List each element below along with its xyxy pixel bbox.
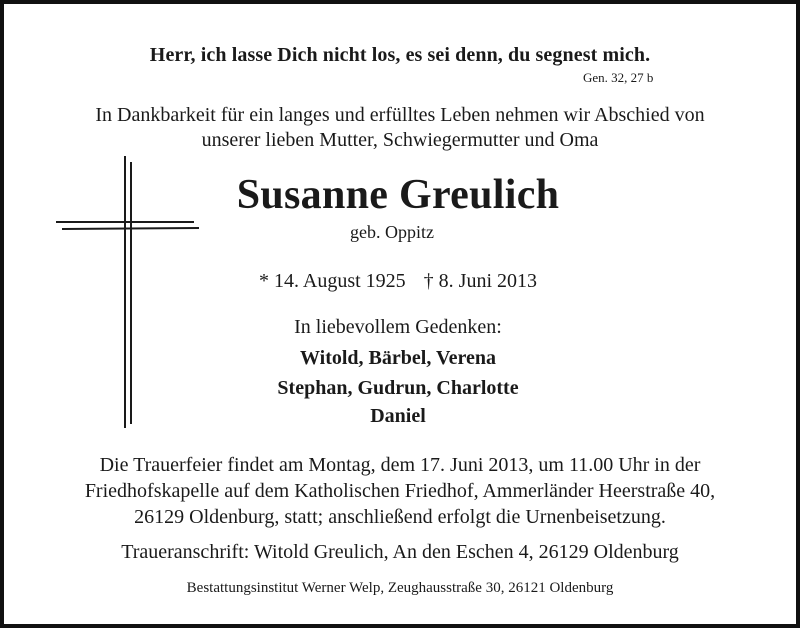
undertaker-info: Bestattungsinstitut Werner Welp, Zeughausstraße 30, 26121 Oldenburg (186, 580, 614, 596)
deceased-name: Susanne Greulich (236, 172, 560, 218)
family-line-2: Stephan, Gudrun, Charlotte (277, 377, 519, 399)
birth-date: * 14. August 1925 (258, 270, 406, 292)
quote-source: Gen. 32, 27 b (583, 70, 654, 85)
maiden-name: geb. Oppitz (350, 222, 434, 242)
intro-line-2: unserer lieben Mutter, Schwiegermutter und Oma (201, 129, 599, 151)
memory-heading: In liebevollem Gedenken: (294, 316, 502, 338)
intro-line-1: In Dankbarkeit für ein langes und erfülltes Leben nehmen wir Abschied von (95, 104, 705, 126)
family-line-3: Daniel (370, 405, 426, 427)
life-dates (198, 270, 598, 293)
ceremony-line-2: Friedhofskapelle auf dem Katholischen Friedhof, Ammerländer Heerstraße 40, (84, 480, 716, 502)
mourning-address: Traueranschrift: Witold Greulich, An den Eschen 4, 26129 Oldenburg (121, 541, 679, 563)
cross-icon (55, 155, 200, 430)
ceremony-line-3: 26129 Oldenburg, statt; anschließend erfolgt die Urnenbeisetzung. (134, 506, 666, 528)
bible-quote: Herr, ich lasse Dich nicht los, es sei denn, du segnest mich. (149, 44, 651, 66)
death-date: † 8. Juni 2013 (423, 270, 538, 292)
ceremony-line-1: Die Trauerfeier findet am Montag, dem 17. Juni 2013, um 11.00 Uhr in der (99, 454, 701, 476)
family-line-1: Witold, Bärbel, Verena (300, 347, 496, 369)
